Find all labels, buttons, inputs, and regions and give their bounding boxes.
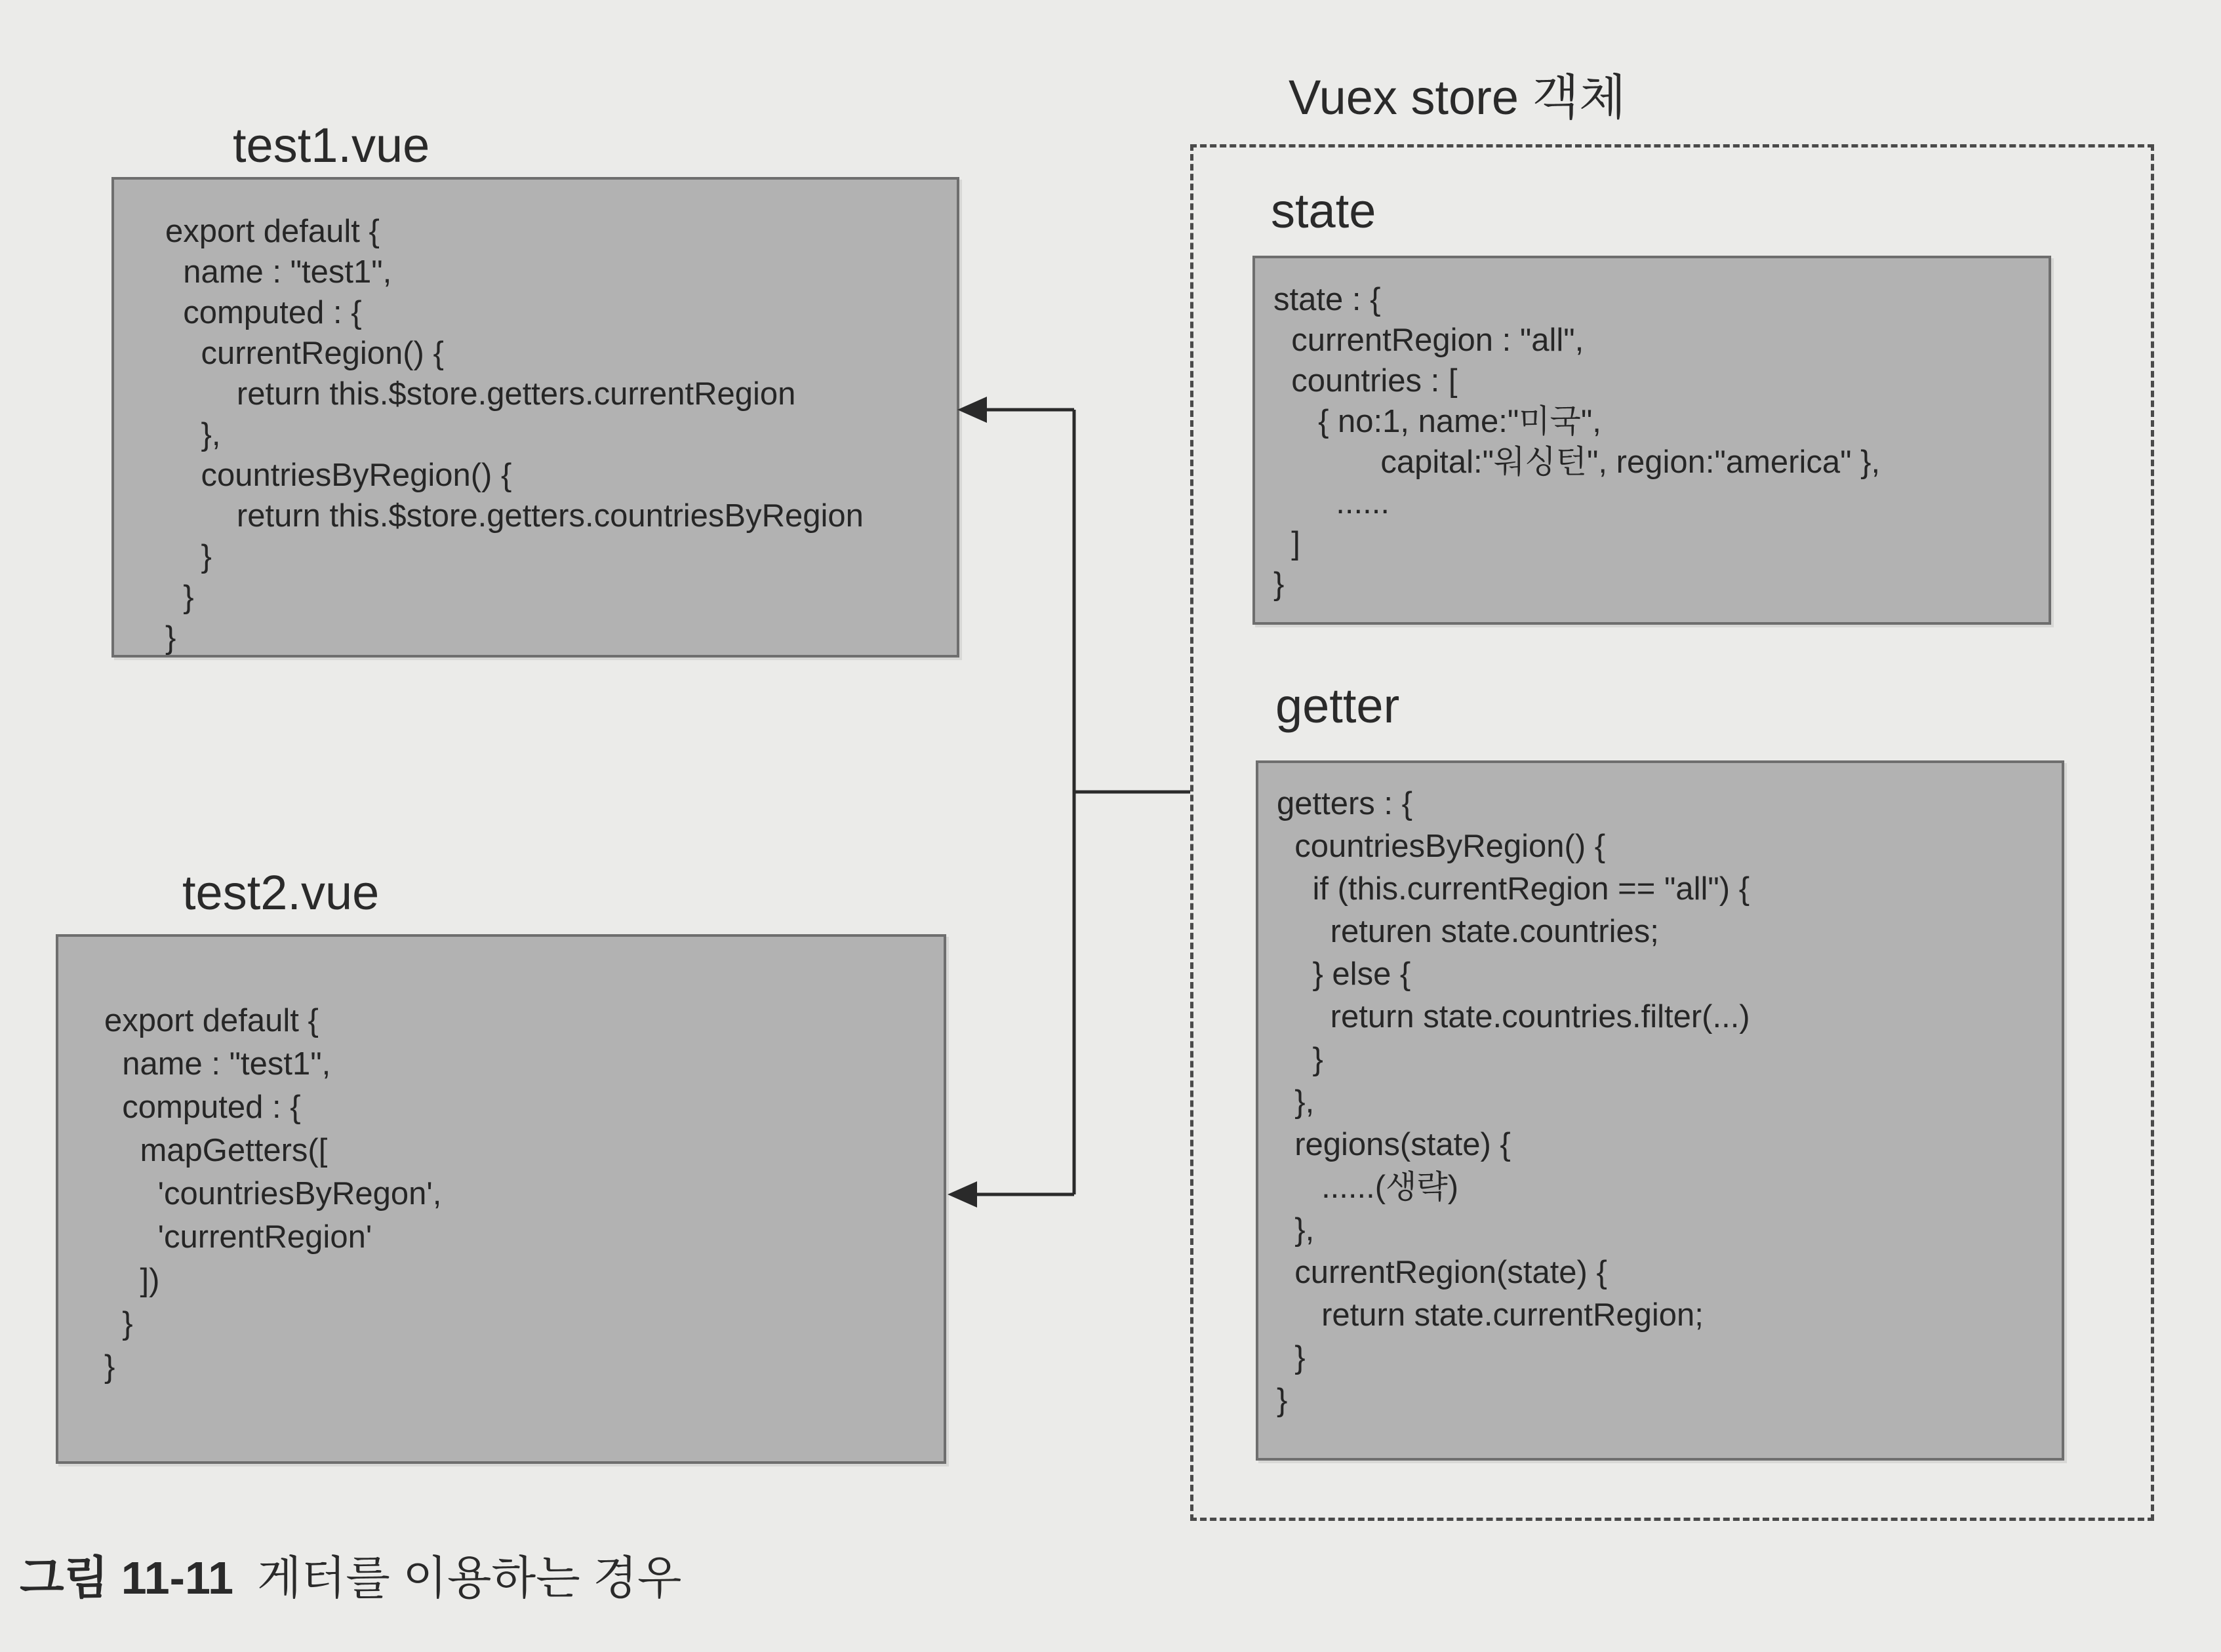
figure-caption bbox=[20, 1552, 682, 1603]
arrow-to-test1 bbox=[957, 397, 987, 423]
test1-code: export default { name : "test1", computed : { currentRegion() { return this.$store.getters.currentRegion }, countriesByRegion() { return this.$store.getters.countriesByRegion } } } bbox=[165, 214, 864, 656]
state-title: state bbox=[1271, 184, 1376, 238]
arrow-to-test2 bbox=[948, 1181, 977, 1208]
state-code: state : { currentRegion : "all", countries : [ { no:1, name:"미국", capital:"워싱턴", region:"america" }, ...... ] } bbox=[1273, 282, 1881, 602]
getter-title: getter bbox=[1275, 678, 1400, 733]
figure-number: 그림 11-11 bbox=[20, 1552, 233, 1603]
getter-code: getters : { countriesByRegion() { if (this.currentRegion == "all") { returen state.countries; } else { return state.countries.filter(...) } }, regions(state) { ......(생략) }, currentRegion(state) { return state.currentRegion; } } bbox=[1277, 786, 1750, 1418]
vuex-store-title: Vuex store 객체 bbox=[1289, 70, 1626, 125]
figure-caption-text: 게터를 이용하는 경우 bbox=[257, 1552, 682, 1603]
test2-title: test2.vue bbox=[182, 865, 380, 920]
test1-title: test1.vue bbox=[233, 118, 430, 172]
test2-code: export default { name : "test1", computed : { mapGetters([ 'countriesByRegon', 'currentRegion' ]) } } bbox=[104, 1003, 442, 1385]
